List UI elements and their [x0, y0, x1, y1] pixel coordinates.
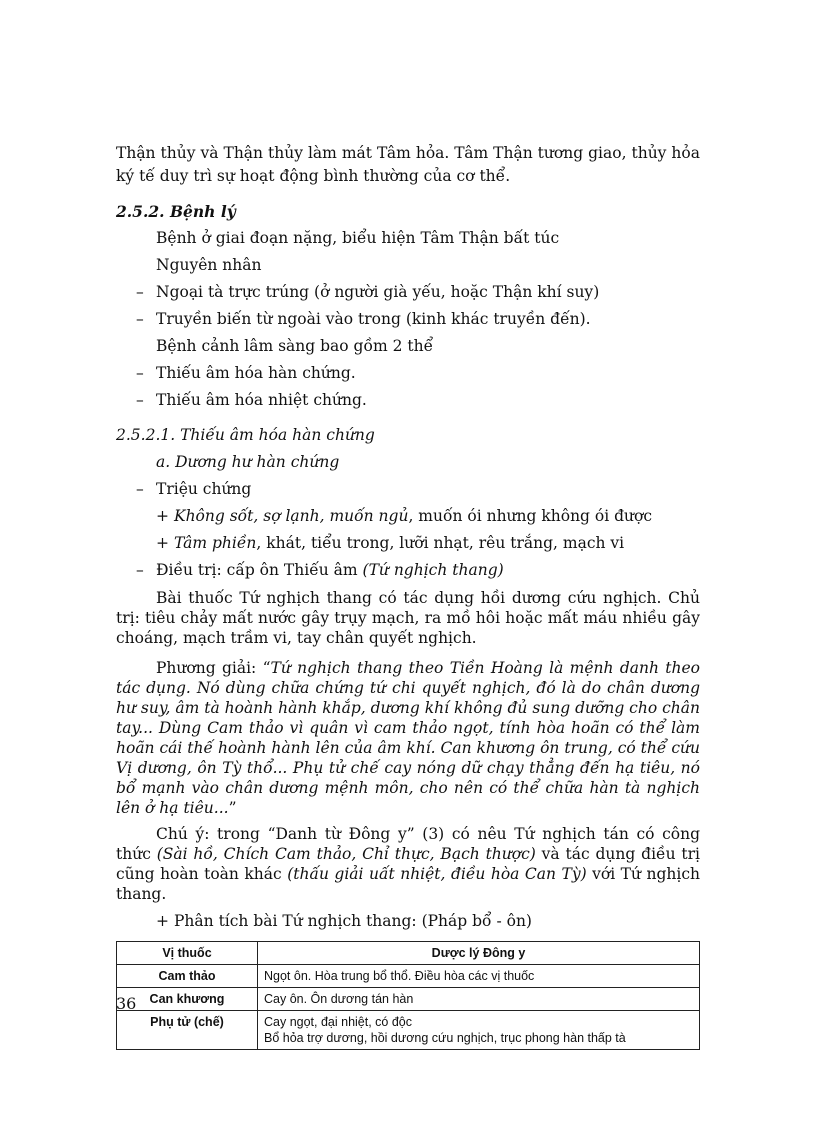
subsection-heading: 2.5.2.1. Thiếu âm hóa hàn chứng [116, 426, 375, 444]
section-heading: 2.5.2. Bệnh lý [116, 202, 236, 221]
drug-pharmacology: Cay ôn. Ôn dương tán hàn [258, 988, 700, 1011]
table-row [117, 988, 700, 1011]
drug-pharmacology: Ngọt ôn. Hòa trung bổ thổ. Điều hòa các vị thuốc [258, 965, 700, 988]
cause-label: Nguyên nhân [156, 256, 262, 274]
note-paragraph: Chú ý: trong “Danh từ Đông y” (3) có nêu Tứ nghịch tán có công thức (Sài hồ, Chích Cam thảo, Chỉ thực, Bạch thược) và tác dụng điều trị cũng hoàn toàn khác (thấu giải uất nhiệt, điều hòa Can Tỳ) với Tứ nghịch thang. [116, 825, 701, 903]
drug-table [116, 941, 700, 1050]
column-header: Dược lý Đông y [258, 942, 700, 965]
type-item: – Thiếu âm hóa nhiệt chứng. [136, 391, 367, 409]
treatment-item: – Điều trị: cấp ôn Thiếu âm (Tứ nghịch thang) [136, 561, 504, 579]
column-header: Vị thuốc [117, 942, 258, 965]
table-row [117, 965, 700, 988]
page-body [116, 142, 700, 1050]
formula-paragraph: Bài thuốc Tứ nghịch thang có tác dụng hồi dương cứu nghịch. Chủ trị: tiêu chảy mất nước gây trụy mạch, ra mồ hôi hoặc mất máu nhiều gây choáng, mạch trầm vi, tay chân quyết nghịch. [116, 589, 700, 647]
drug-name: Phụ tử (chế) [117, 1011, 258, 1050]
table-header-row [117, 942, 700, 965]
stage-paragraph: Bệnh ở giai đoạn nặng, biểu hiện Tâm Thận bất túc [156, 229, 560, 247]
intro-paragraph: Thận thủy và Thận thủy làm mát Tâm hỏa. Tâm Thận tương giao, thủy hỏa ký tế duy trì sự hoạt động bình thường của cơ thể. [116, 144, 700, 185]
table-row [117, 1011, 700, 1050]
page-number: 36 [116, 994, 137, 1013]
symptoms-label: – Triệu chứng [136, 480, 252, 498]
drug-name: Cam thảo [117, 965, 258, 988]
analysis-item: + Phân tích bài Tứ nghịch thang: (Pháp bổ - ôn) [156, 912, 532, 930]
symptom-item: + Không sốt, sợ lạnh, muốn ngủ, muốn ói nhưng không ói được [156, 507, 653, 525]
scenes-paragraph: Bệnh cảnh lâm sàng bao gồm 2 thể [156, 337, 434, 355]
drug-pharmacology: Cay ngọt, đại nhiệt, có độc Bổ hỏa trợ dương, hồi dương cứu nghịch, trục phong hàn thấp tà [258, 1011, 700, 1050]
cause-item: – Ngoại tà trực trúng (ở người già yếu, hoặc Thận khí suy) [136, 283, 600, 301]
type-item: – Thiếu âm hóa hàn chứng. [136, 364, 356, 382]
explanation-paragraph: Phương giải: “Tứ nghịch thang theo Tiền Hoàng là mệnh danh theo tác dụng. Nó dùng chữa chứng tứ chi quyết nghịch, đó là do chân dương hư suy, âm tà hoành hành khắp, dương khí không đủ sung dưỡng cho chân tay... Dùng Cam thảo vì quân vì cam thảo ngọt, tính hòa hoãn có thể làm hoãn cái thế hoành hành lên của âm khí. Can khương ôn trung, có thể cứu Vị dương, ôn Tỳ thổ... Phụ tử chế cay nóng dữ chạy thẳng đến hạ tiêu, nó bổ mạnh vào chân dương mệnh môn, cho nên có thể chữa hàn tà nghịch lên ở hạ tiêu...” [116, 659, 700, 817]
symptom-item: + Tâm phiền, khát, tiểu trong, lưỡi nhạt, rêu trắng, mạch vi [156, 534, 625, 552]
drug-name: Can khương [117, 988, 258, 1011]
cause-item: – Truyền biến từ ngoài vào trong (kinh khác truyền đến). [136, 310, 591, 328]
subsection-a-heading: a. Dương hư hàn chứng [156, 453, 340, 471]
